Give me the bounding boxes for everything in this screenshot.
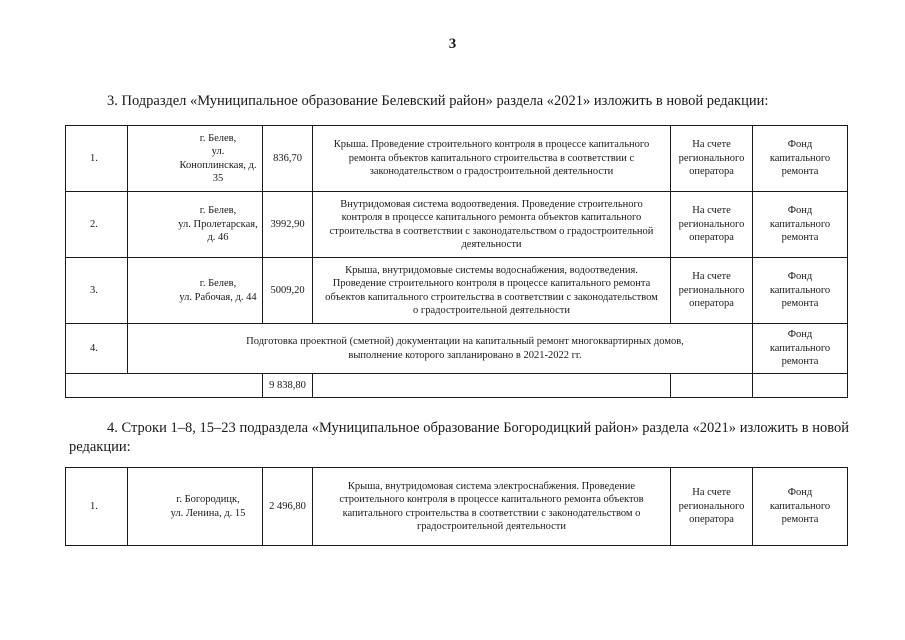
total-empty-cell <box>66 374 263 398</box>
cost-cell: 3992,90 <box>263 192 313 258</box>
account-cell: На счете регионального оператора <box>671 468 753 546</box>
account-cell: На счете регионального оператора <box>671 126 753 192</box>
source-cell: Фонд капитального ремонта <box>753 468 848 546</box>
source-cell: Фонд капитального ремонта <box>753 324 848 374</box>
table-row <box>66 258 848 324</box>
section3-table <box>65 125 848 398</box>
address-city: г. Белев, <box>199 205 237 217</box>
cost-cell: 836,70 <box>263 126 313 192</box>
section4-heading: 4. Строки 1–8, 15–23 подраздела «Муниципальное образование Богородицкий район» раздела «2021» изложить в новой редакции: <box>69 420 849 455</box>
account-cell: На счете регионального оператора <box>671 258 753 324</box>
total-cost-cell: 9 838,80 <box>263 374 313 398</box>
address-cell <box>128 126 263 192</box>
table-row <box>66 324 848 374</box>
row-number: 2. <box>66 192 128 258</box>
works-cell: Крыша. Проведение строительного контроля в процессе капитального ремонта объектов капитального строительства в соответствии с законодательством о градостроительной деятельности <box>313 126 671 192</box>
address-cell <box>128 192 263 258</box>
address-street: ул. Ленина, д. 15 <box>170 507 246 519</box>
total-empty-cell <box>313 374 671 398</box>
source-cell: Фонд капитального ремонта <box>753 258 848 324</box>
account-cell: На счете регионального оператора <box>671 192 753 258</box>
address-cell <box>128 468 263 546</box>
row-number: 1. <box>66 126 128 192</box>
page-number: 3 <box>448 36 457 52</box>
section4-table <box>65 467 848 546</box>
works-cell: Крыша, внутридомовые системы водоснабжения, водоотведения. Проведение строительного контроля в процессе капитального ремонта объектов капитального строительства в соответствии с законодательством о градостроительной деятельности <box>313 258 671 324</box>
works-cell: Крыша, внутридомовая система электроснабжения. Проведение строительного контроля в процессе капитального ремонта объектов капитального строительства в соответствии с законодательством о градостроительной деятельности <box>313 468 671 546</box>
table-row <box>66 192 848 258</box>
address-street: ул. Коноплинская, д. 35 <box>179 146 257 184</box>
total-row <box>66 374 848 398</box>
total-empty-cell <box>753 374 848 398</box>
row-number: 1. <box>66 468 128 546</box>
section3-heading: 3. Подраздел «Муниципальное образование Белевский район» раздела «2021» изложить в новой редакции: <box>107 93 769 109</box>
address-city: г. Белев, <box>199 132 237 144</box>
works-cell: Внутридомовая система водоотведения. Проведение строительного контроля в процессе капитального ремонта объектов капитального строительства в соответствии с законодательством о градостроительной деятельности <box>313 192 671 258</box>
address-city: г. Богородицк, <box>176 494 240 506</box>
cost-cell: 2 496,80 <box>263 468 313 546</box>
source-cell: Фонд капитального ремонта <box>753 192 848 258</box>
address-street: ул. Пролетарская, д. 46 <box>178 218 258 244</box>
address-street: ул. Рабочая, д. 44 <box>179 291 257 303</box>
source-cell: Фонд капитального ремонта <box>753 126 848 192</box>
total-empty-cell <box>671 374 753 398</box>
table-row <box>66 468 848 546</box>
cost-cell: 5009,20 <box>263 258 313 324</box>
merged-description-cell: Подготовка проектной (сметной) документации на капитальный ремонт многоквартирных домов, выполнение которого запланировано в 2021-2022 гг. <box>128 324 753 374</box>
address-city: г. Белев, <box>199 278 237 290</box>
row-number: 4. <box>66 324 128 374</box>
row-number: 3. <box>66 258 128 324</box>
table-row <box>66 126 848 192</box>
address-cell <box>128 258 263 324</box>
